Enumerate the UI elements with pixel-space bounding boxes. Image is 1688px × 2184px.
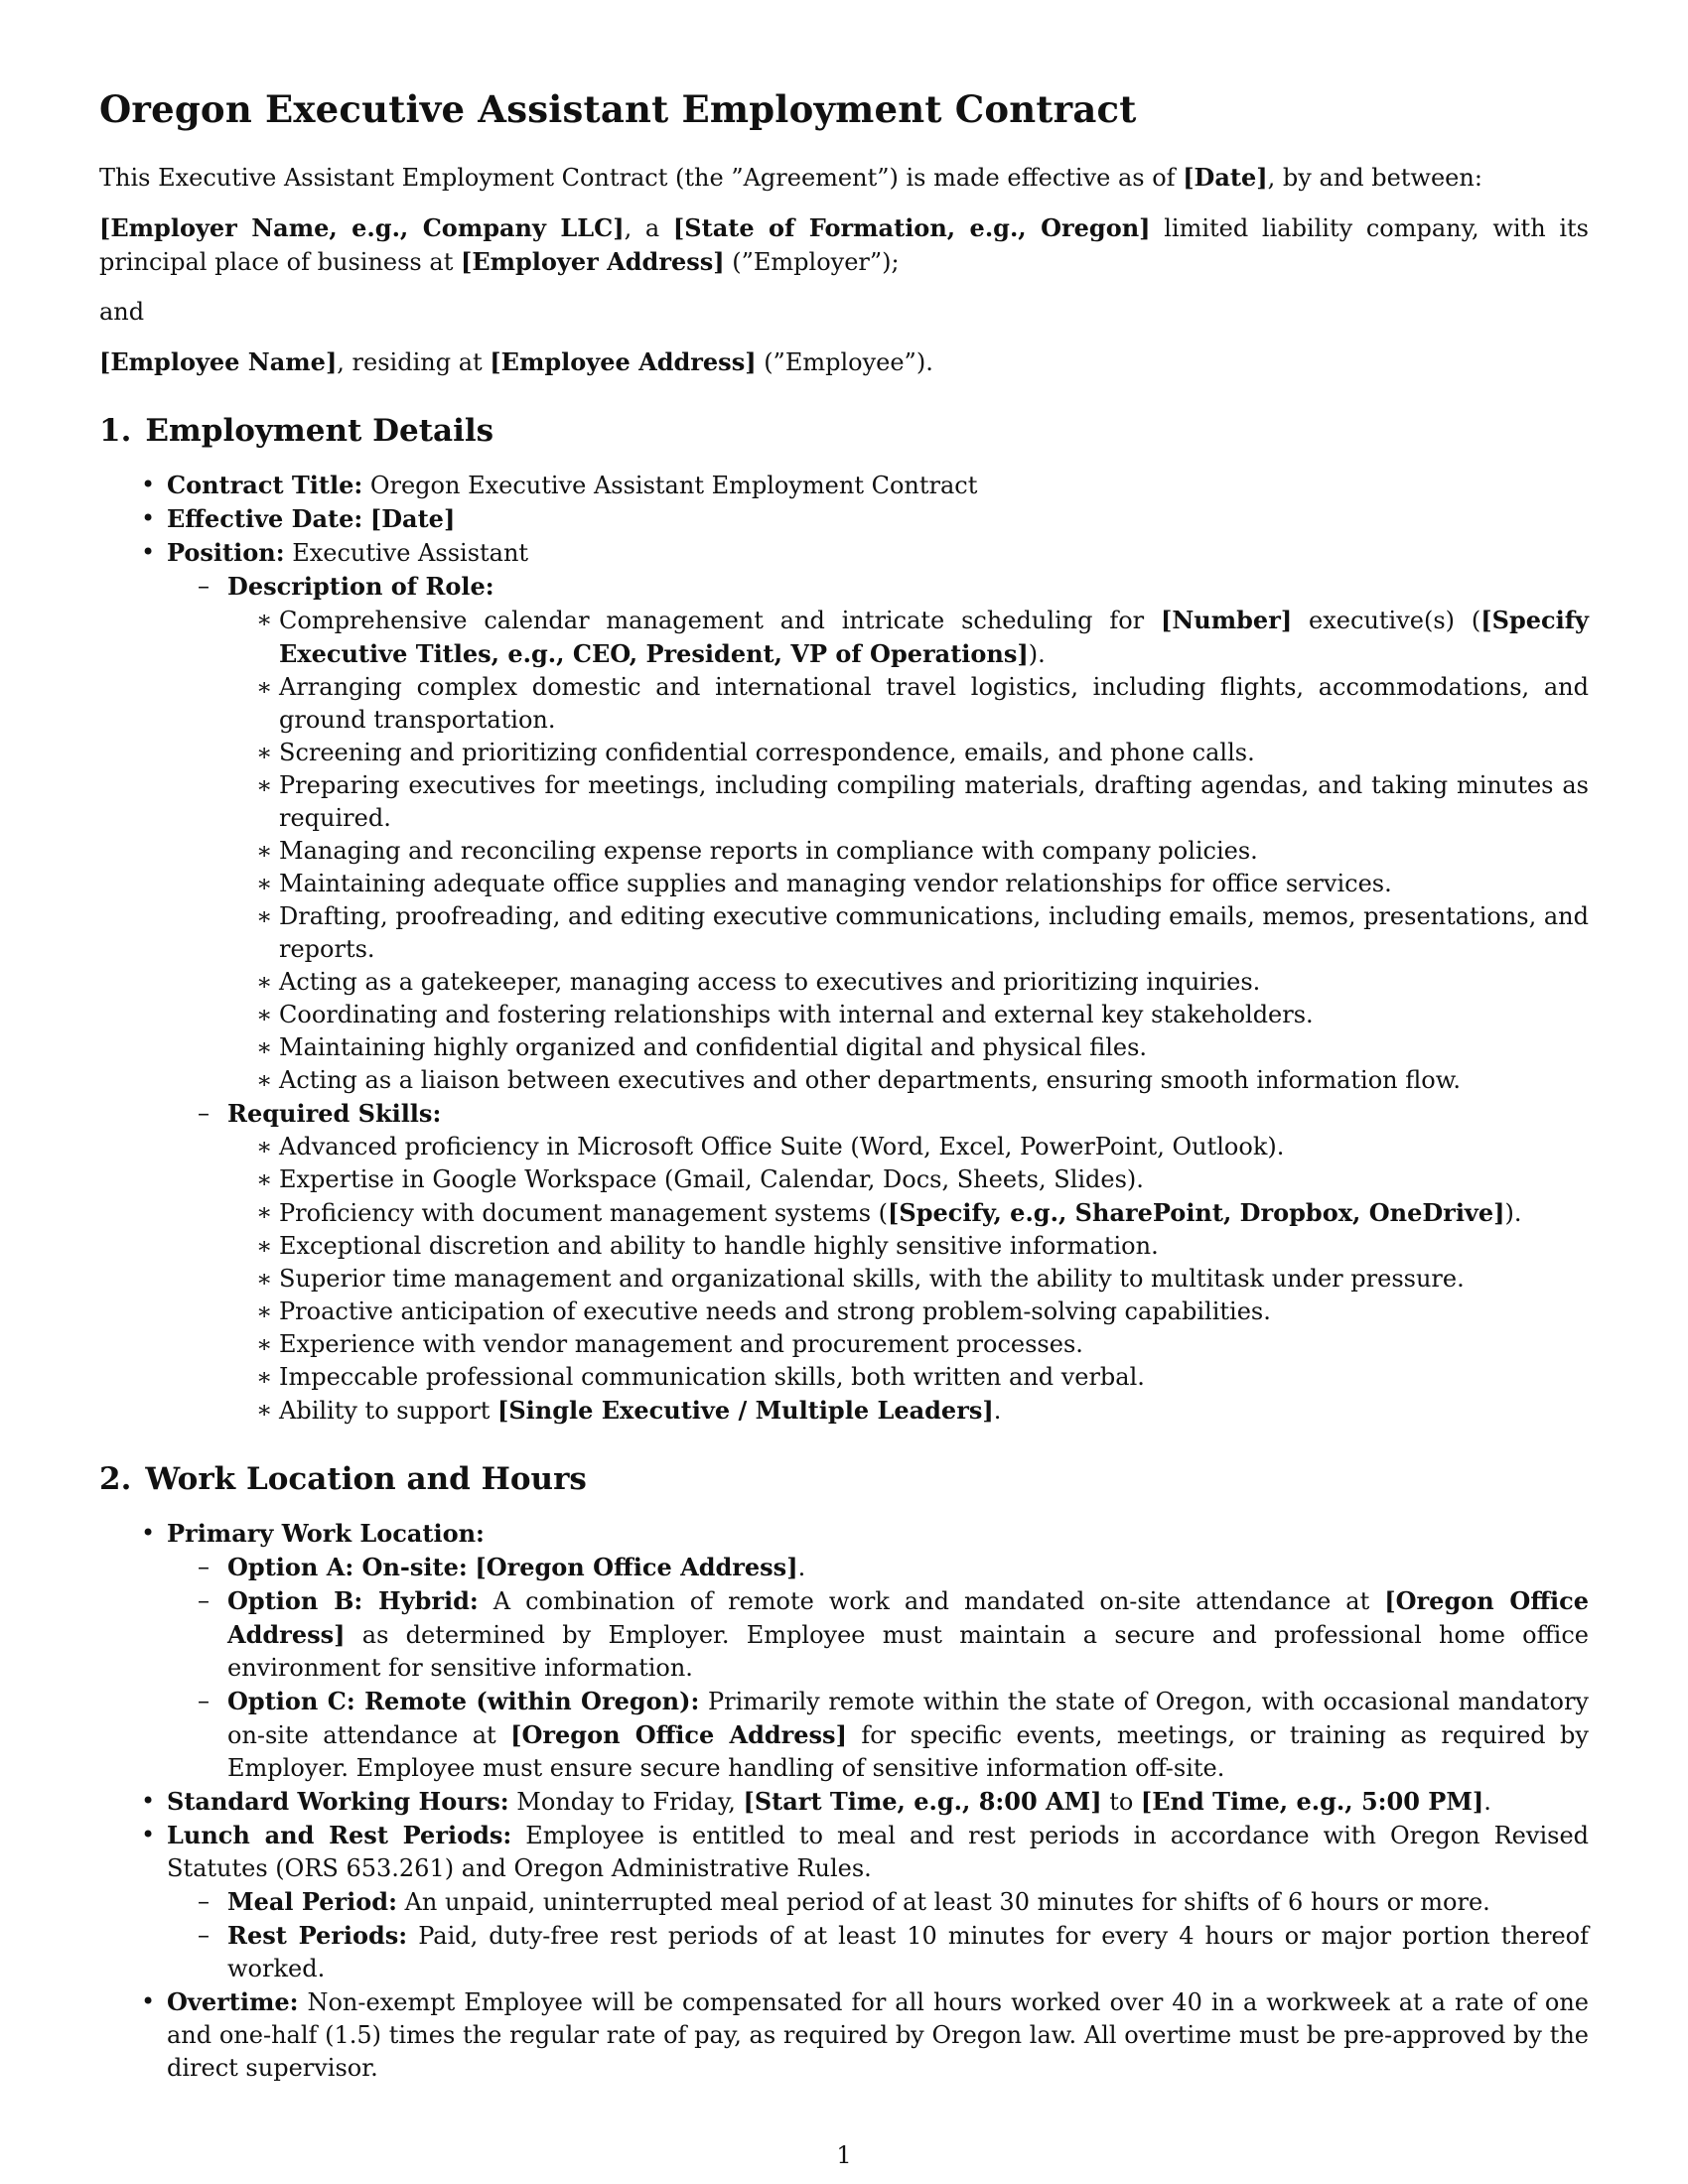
- list-item: [167, 1919, 1589, 1985]
- list-item: [99, 1819, 1589, 1985]
- list-item: [227, 604, 1589, 671]
- employer-address-placeholder: [Employer Address]: [460, 247, 725, 276]
- item-text: Oregon Executive Assistant Employment Contract: [362, 472, 978, 499]
- item-label: Meal Period:: [227, 1887, 397, 1916]
- support-placeholder: [Single Executive / Multiple Leaders]: [496, 1396, 994, 1425]
- item-label: Rest Periods:: [227, 1921, 408, 1950]
- list-item: [167, 1685, 1589, 1785]
- page-number: 1: [836, 2141, 852, 2169]
- item-text: as determined by Employer. Employee must maintain a secure and professional home office environment for sensitive information.: [227, 1621, 1589, 1682]
- intro-paragraph: [99, 161, 1589, 195]
- item-text: Paid, duty-free rest periods of at least 10 minutes for every 4 hours or major portion thereof worked.: [227, 1922, 1590, 1982]
- office-address-placeholder: [Oregon Office Address]: [475, 1553, 798, 1581]
- employer-text: (”Employer”);: [724, 248, 900, 276]
- item-label: Option B: Hybrid:: [227, 1586, 479, 1615]
- item-label: Standard Working Hours:: [167, 1787, 509, 1816]
- item-label: Contract Title:: [167, 471, 363, 499]
- list-item: ∗ Expertise in Google Workspace (Gmail, Calendar, Docs, Sheets, Slides).: [227, 1163, 1589, 1196]
- list-item: [167, 1551, 1589, 1584]
- document-page: [99, 87, 1589, 2085]
- item-text: executive(s) (: [1292, 607, 1481, 634]
- employee-text: (”Employee”).: [756, 348, 933, 376]
- list-item: [99, 1985, 1589, 2085]
- item-text: .: [797, 1554, 806, 1581]
- role-description-list: [227, 604, 1589, 1097]
- work-location-list: [99, 1517, 1589, 2085]
- position-sublist: [167, 570, 1589, 1428]
- section-title: Work Location and Hours: [145, 1461, 587, 1497]
- office-address-placeholder: [Oregon Office Address]: [227, 1586, 1590, 1649]
- item-text: Executive Assistant: [284, 539, 529, 567]
- list-item: ∗ Acting as a gatekeeper, managing access to executives and prioritizing inquiries.: [227, 966, 1589, 999]
- list-item: ∗ Maintaining adequate office supplies and managing vendor relationships for office services.: [227, 868, 1589, 900]
- date-placeholder: [Date]: [369, 504, 456, 533]
- employment-details-list: [99, 469, 1589, 1428]
- item-text: Non-exempt Employee will be compensated for all hours worked over 40 in a workweek at a rate of one and one-half (1.5) times the regular rate of pay, as required by Oregon law. All overtime must be pre-approved by the direct supervisor.: [167, 1988, 1589, 2082]
- item-text: An unpaid, uninterrupted meal period of at least 30 minutes for shifts of 6 hours or more.: [396, 1888, 1490, 1916]
- required-skills-list: [227, 1131, 1589, 1428]
- and-paragraph: and: [99, 298, 145, 326]
- item-label: Position:: [167, 538, 285, 567]
- item-text: ).: [1028, 640, 1046, 668]
- systems-placeholder: [Specify, e.g., SharePoint, Dropbox, OneDrive]: [888, 1198, 1505, 1227]
- list-item: ∗ Superior time management and organizational skills, with the ability to multitask under pressure.: [227, 1263, 1589, 1296]
- rest-periods-list: [167, 1885, 1589, 1985]
- item-label: Primary Work Location:: [167, 1519, 485, 1548]
- list-item: ∗ Acting as a liaison between executives and other departments, ensuring smooth information flow.: [227, 1064, 1589, 1097]
- list-item: ∗ Advanced proficiency in Microsoft Office Suite (Word, Excel, PowerPoint, Outlook).: [227, 1131, 1589, 1163]
- document-title: Oregon Executive Assistant Employment Contract: [99, 87, 1137, 131]
- section-number: 2.: [99, 1461, 132, 1497]
- list-item: [167, 1097, 1589, 1428]
- employee-text: , residing at: [337, 348, 491, 376]
- list-item: [167, 1584, 1589, 1685]
- end-time-placeholder: [End Time, e.g., 5:00 PM]: [1140, 1787, 1484, 1816]
- section-heading-work-location: [99, 1461, 1589, 1497]
- list-item: [167, 570, 1589, 1097]
- list-item: [99, 469, 1589, 502]
- list-item: ∗ Screening and prioritizing confidential correspondence, emails, and phone calls.: [227, 737, 1589, 769]
- office-address-placeholder: [Oregon Office Address]: [510, 1720, 847, 1749]
- employer-name-placeholder: [Employer Name, e.g., Company LLC]: [99, 213, 625, 242]
- employer-text: , a: [624, 214, 673, 242]
- list-item: ∗ Proactive anticipation of executive needs and strong problem-solving capabilities.: [227, 1296, 1589, 1328]
- list-item: ∗ Arranging complex domestic and international travel logistics, including flights, accommodations, and ground transportation.: [227, 671, 1589, 737]
- item-text: .: [993, 1397, 1002, 1425]
- item-label: Effective Date:: [167, 504, 363, 533]
- list-item: [227, 1196, 1589, 1230]
- list-item: [99, 502, 1589, 536]
- item-text: for specific events, meetings, or training as required by Employer. Employee must ensure secure handling of sensitive information off-site.: [227, 1721, 1589, 1782]
- titles-placeholder: [Specify Executive Titles, e.g., CEO, President, VP of Operations]: [279, 606, 1589, 668]
- item-text: Employee is entitled to meal and rest periods in accordance with Oregon Revised Statutes (ORS 653.261) and Oregon Administrative Rules.: [167, 1822, 1590, 1882]
- start-time-placeholder: [Start Time, e.g., 8:00 AM]: [743, 1787, 1102, 1816]
- state-placeholder: [State of Formation, e.g., Oregon]: [672, 213, 1151, 242]
- list-item: [99, 1785, 1589, 1819]
- item-label: Option C: Remote (within Oregon):: [227, 1687, 700, 1715]
- item-text: Ability to support: [279, 1397, 497, 1425]
- employee-address-placeholder: [Employee Address]: [490, 347, 757, 376]
- list-item: ∗ Managing and reconciling expense reports in compliance with company policies.: [227, 835, 1589, 868]
- item-text: ).: [1504, 1199, 1522, 1227]
- list-item: [227, 1394, 1589, 1428]
- item-text: to: [1101, 1788, 1141, 1816]
- item-text: Proficiency with document management systems (: [279, 1199, 889, 1227]
- list-item: ∗ Exceptional discretion and ability to handle highly sensitive information.: [227, 1230, 1589, 1263]
- item-label: Description of Role:: [227, 572, 494, 601]
- number-placeholder: [Number]: [1161, 606, 1293, 634]
- list-item: [99, 1517, 1589, 1785]
- intro-text: , by and between:: [1267, 164, 1482, 192]
- list-item: ∗ Preparing executives for meetings, including compiling materials, drafting agendas, and taking minutes as required.: [227, 769, 1589, 835]
- item-label: Lunch and Rest Periods:: [167, 1821, 512, 1849]
- list-item: [167, 1885, 1589, 1919]
- employer-text: limited liability company, with its principal place of business at: [99, 214, 1589, 276]
- list-item: ∗ Maintaining highly organized and confidential digital and physical files.: [227, 1031, 1589, 1064]
- list-item: ∗ Coordinating and fostering relationships with internal and external key stakeholders.: [227, 999, 1589, 1031]
- list-item: ∗ Impeccable professional communication skills, both written and verbal.: [227, 1361, 1589, 1394]
- employee-paragraph: [99, 345, 1589, 379]
- item-label: Required Skills:: [227, 1099, 442, 1128]
- list-item: ∗ Experience with vendor management and procurement processes.: [227, 1328, 1589, 1361]
- section-heading-employment-details: [99, 413, 1589, 449]
- list-item: [99, 536, 1589, 1428]
- intro-text: This Executive Assistant Employment Contract (the ”Agreement”) is made effective as of: [99, 164, 1184, 192]
- employee-name-placeholder: [Employee Name]: [99, 347, 338, 376]
- item-text: Comprehensive calendar management and intricate scheduling for: [279, 607, 1162, 634]
- item-text: Primarily remote within the state of Oregon, with occasional mandatory on-site attendance at: [227, 1688, 1589, 1749]
- list-item: ∗ Drafting, proofreading, and editing executive communications, including emails, memos, presentations, and reports.: [227, 900, 1589, 966]
- item-text: .: [1483, 1788, 1491, 1816]
- item-label: Option A: On-site:: [227, 1553, 468, 1581]
- employer-paragraph: [99, 211, 1589, 279]
- date-placeholder: [Date]: [1183, 163, 1268, 192]
- item-label: Overtime:: [167, 1987, 299, 2016]
- section-number: 1.: [99, 413, 132, 449]
- item-text: Monday to Friday,: [508, 1788, 744, 1816]
- item-text: A combination of remote work and mandated on-site attendance at: [478, 1587, 1385, 1615]
- location-options-list: [167, 1551, 1589, 1785]
- section-title: Employment Details: [145, 413, 494, 449]
